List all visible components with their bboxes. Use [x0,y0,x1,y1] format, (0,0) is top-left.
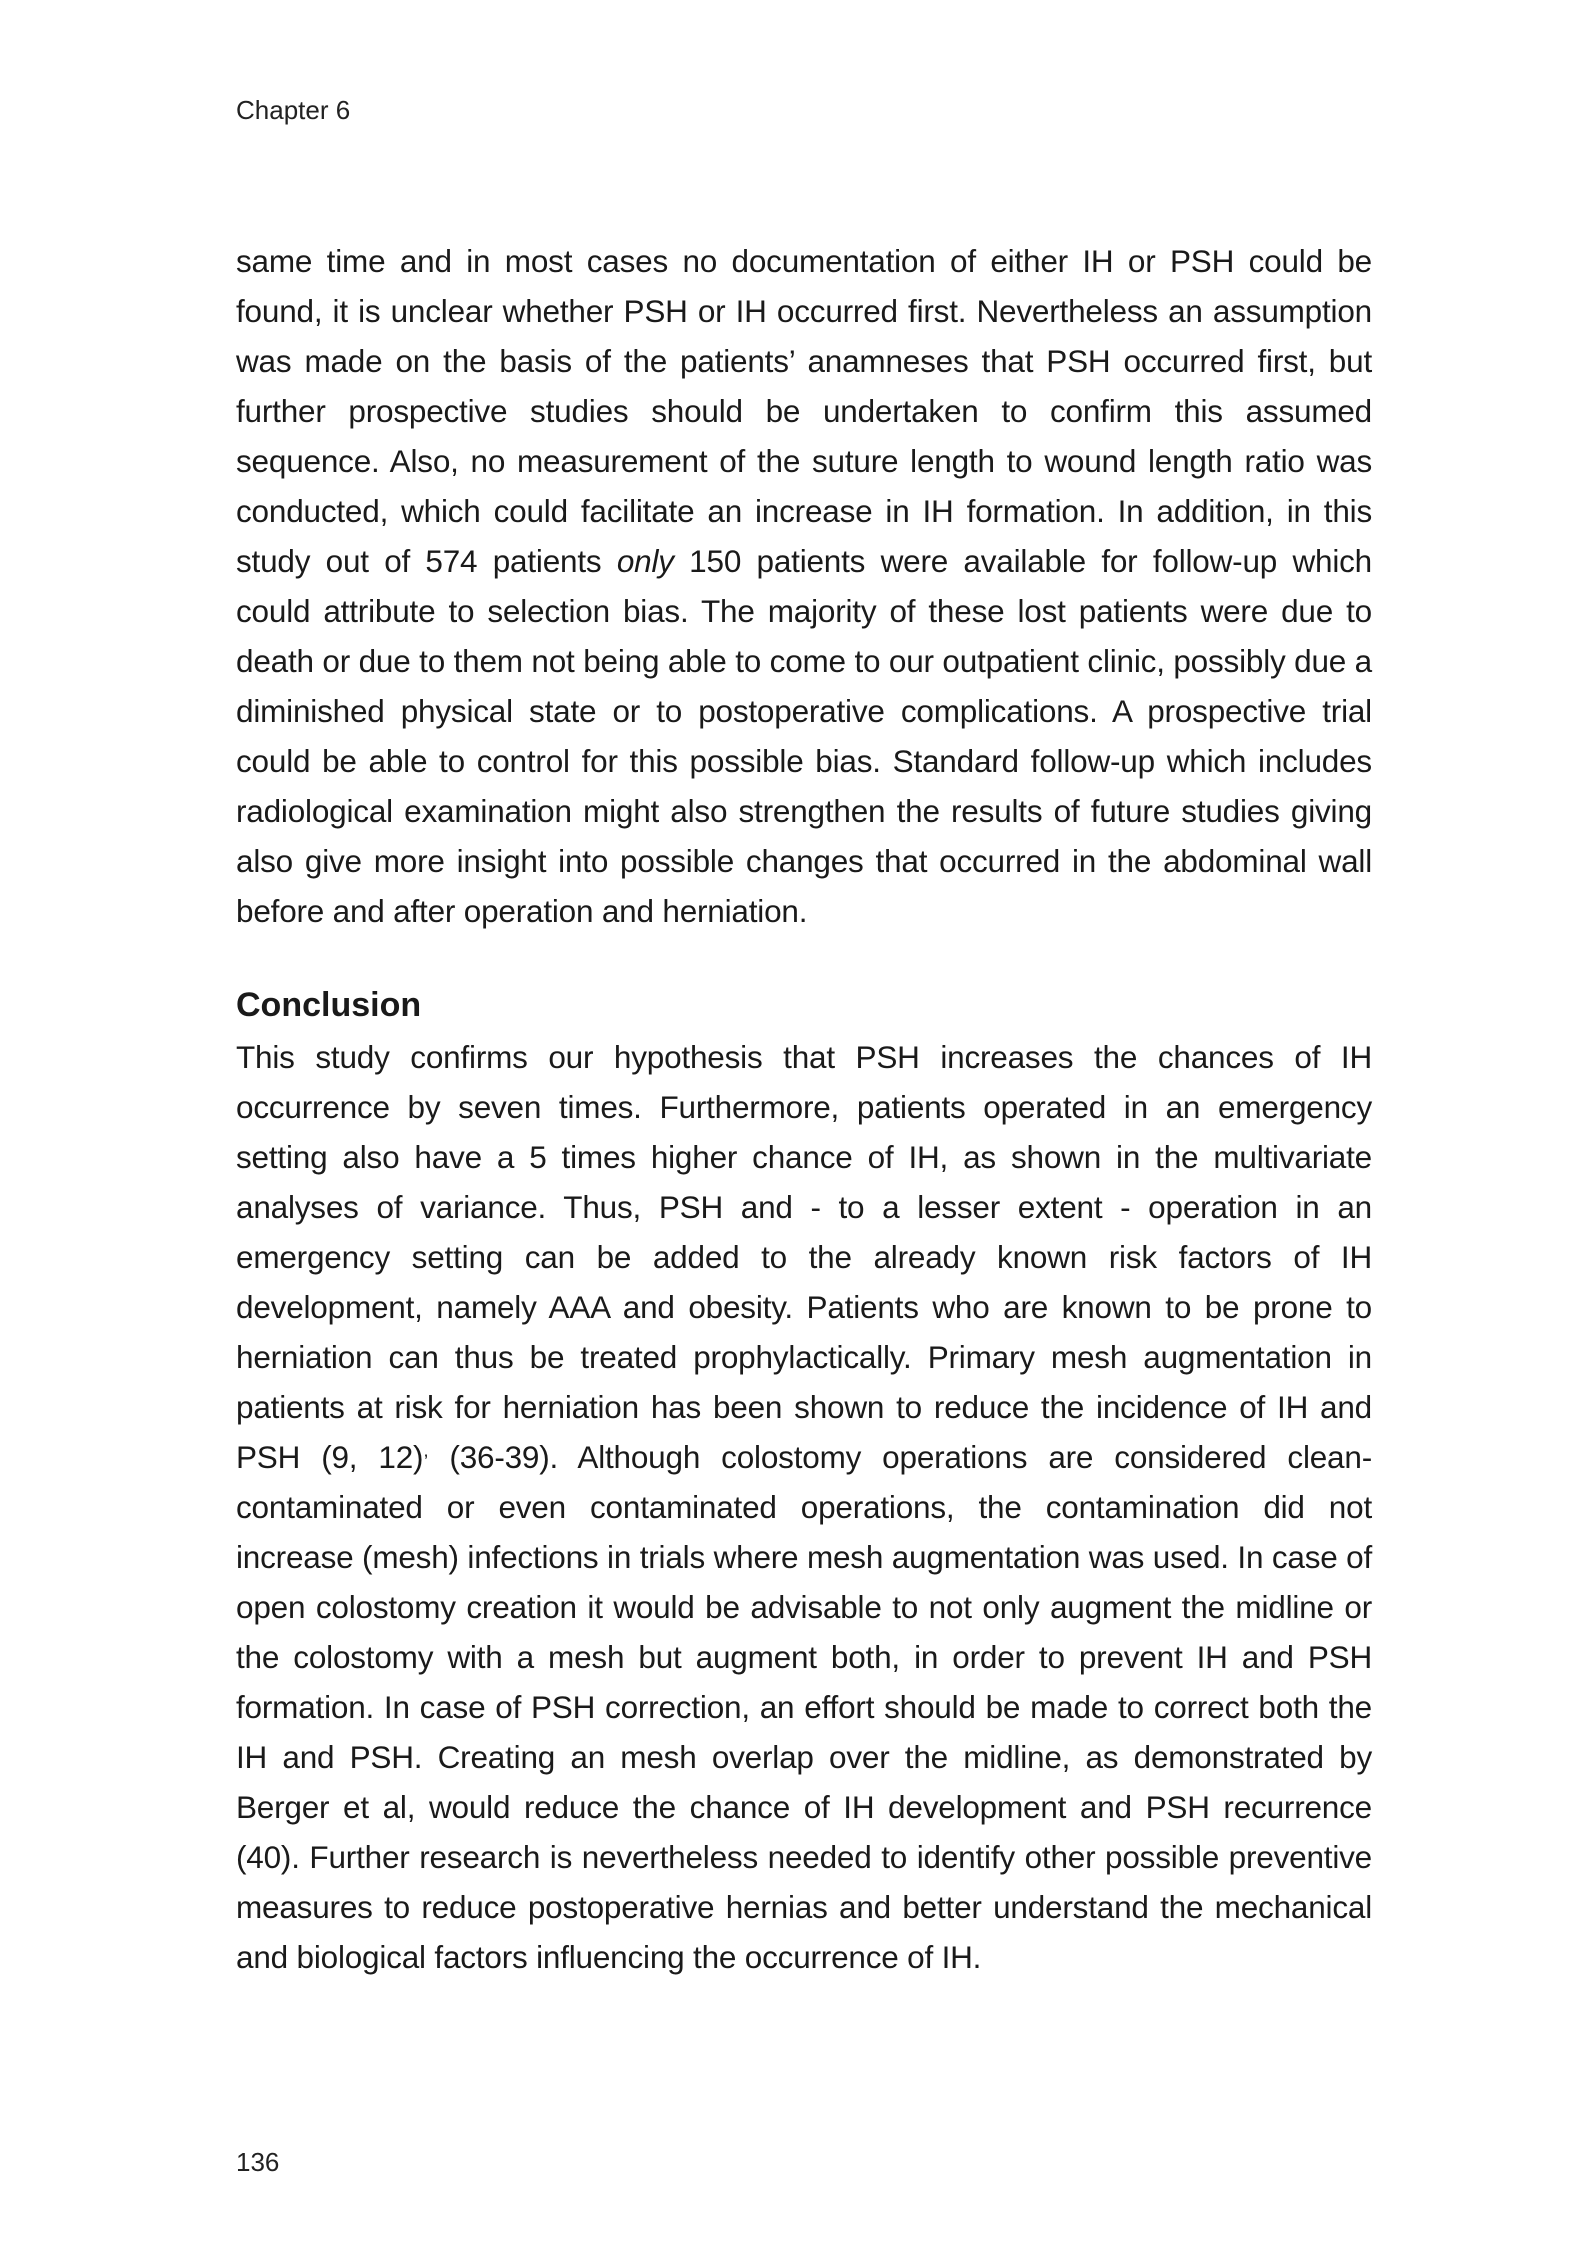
paragraph-text: (36-39). Although colostomy operations are considered clean-contaminated or even contaminated operations, the contamination did not increase (mesh) infections in trials where mesh augmentation was used. In case of open colostomy creation it would be advisable to not only augment the midline or the colostomy with a mesh but augment both, in order to prevent IH and PSH formation. In case of PSH correction, an effort should be made to correct both the IH and PSH. Creating an mesh overlap over the midline, as demonstrated by Berger et al, would reduce the chance of IH development and PSH recurrence (40). Further research is nevertheless needed to identify other possible preventive measures to reduce postoperative hernias and better understand the mechanical and biological factors influencing the occurrence of IH. [236,1439,1372,1975]
emphasis-text: only [616,543,674,579]
paragraph-text: This study confirms our hypothesis that PSH increases the chances of IH occurrence by seven times. Furthermore, patients operated in an emergency setting also have a 5 times higher chance of IH, as shown in the multivariate analyses of variance. Thus, PSH and - to a lesser extent - operation in an emergency setting can be added to the already known risk factors of IH development, namely AAA and obesity. Patients who are known to be prone to herniation can thus be treated prophylactically. Primary mesh augmentation in patients at risk for herniation has been shown to reduce the incidence of IH and PSH (9, 12) [236,1039,1372,1475]
paragraph-text: same time and in most cases no documentation of either IH or PSH could be found, it is unclear whether PSH or IH occurred first. Nevertheless an assumption was made on the basis of the patients’ anamneses that PSH occurred first, but further prospective studies should be undertaken to confirm this assumed sequence. Also, no measurement of the suture length to wound length ratio was conducted, which could facilitate an increase in IH formation. In addition, in this study out of 574 patients [236,243,1372,579]
running-header-chapter: Chapter 6 [236,95,351,125]
superscript-mark: , [423,1440,429,1462]
section-heading-conclusion: Conclusion [236,986,422,1024]
paragraph-text: 150 patients were available for follow-up which could attribute to selection bias. The majority of these lost patients were due to death or due to them not being able to come to our outpatient clinic, possibly due a diminished physical state or to postoperative complications. A prospective trial could be able to control for this possible bias. Standard follow-up which includes radiological examination might also strengthen the results of future studies giving also give more insight into possible changes that occurred in the abdominal wall before and after operation and herniation. [236,543,1372,929]
paragraph-conclusion [236,1032,1372,1982]
paragraph-limitations [236,236,1372,936]
page-number: 136 [236,2147,280,2177]
